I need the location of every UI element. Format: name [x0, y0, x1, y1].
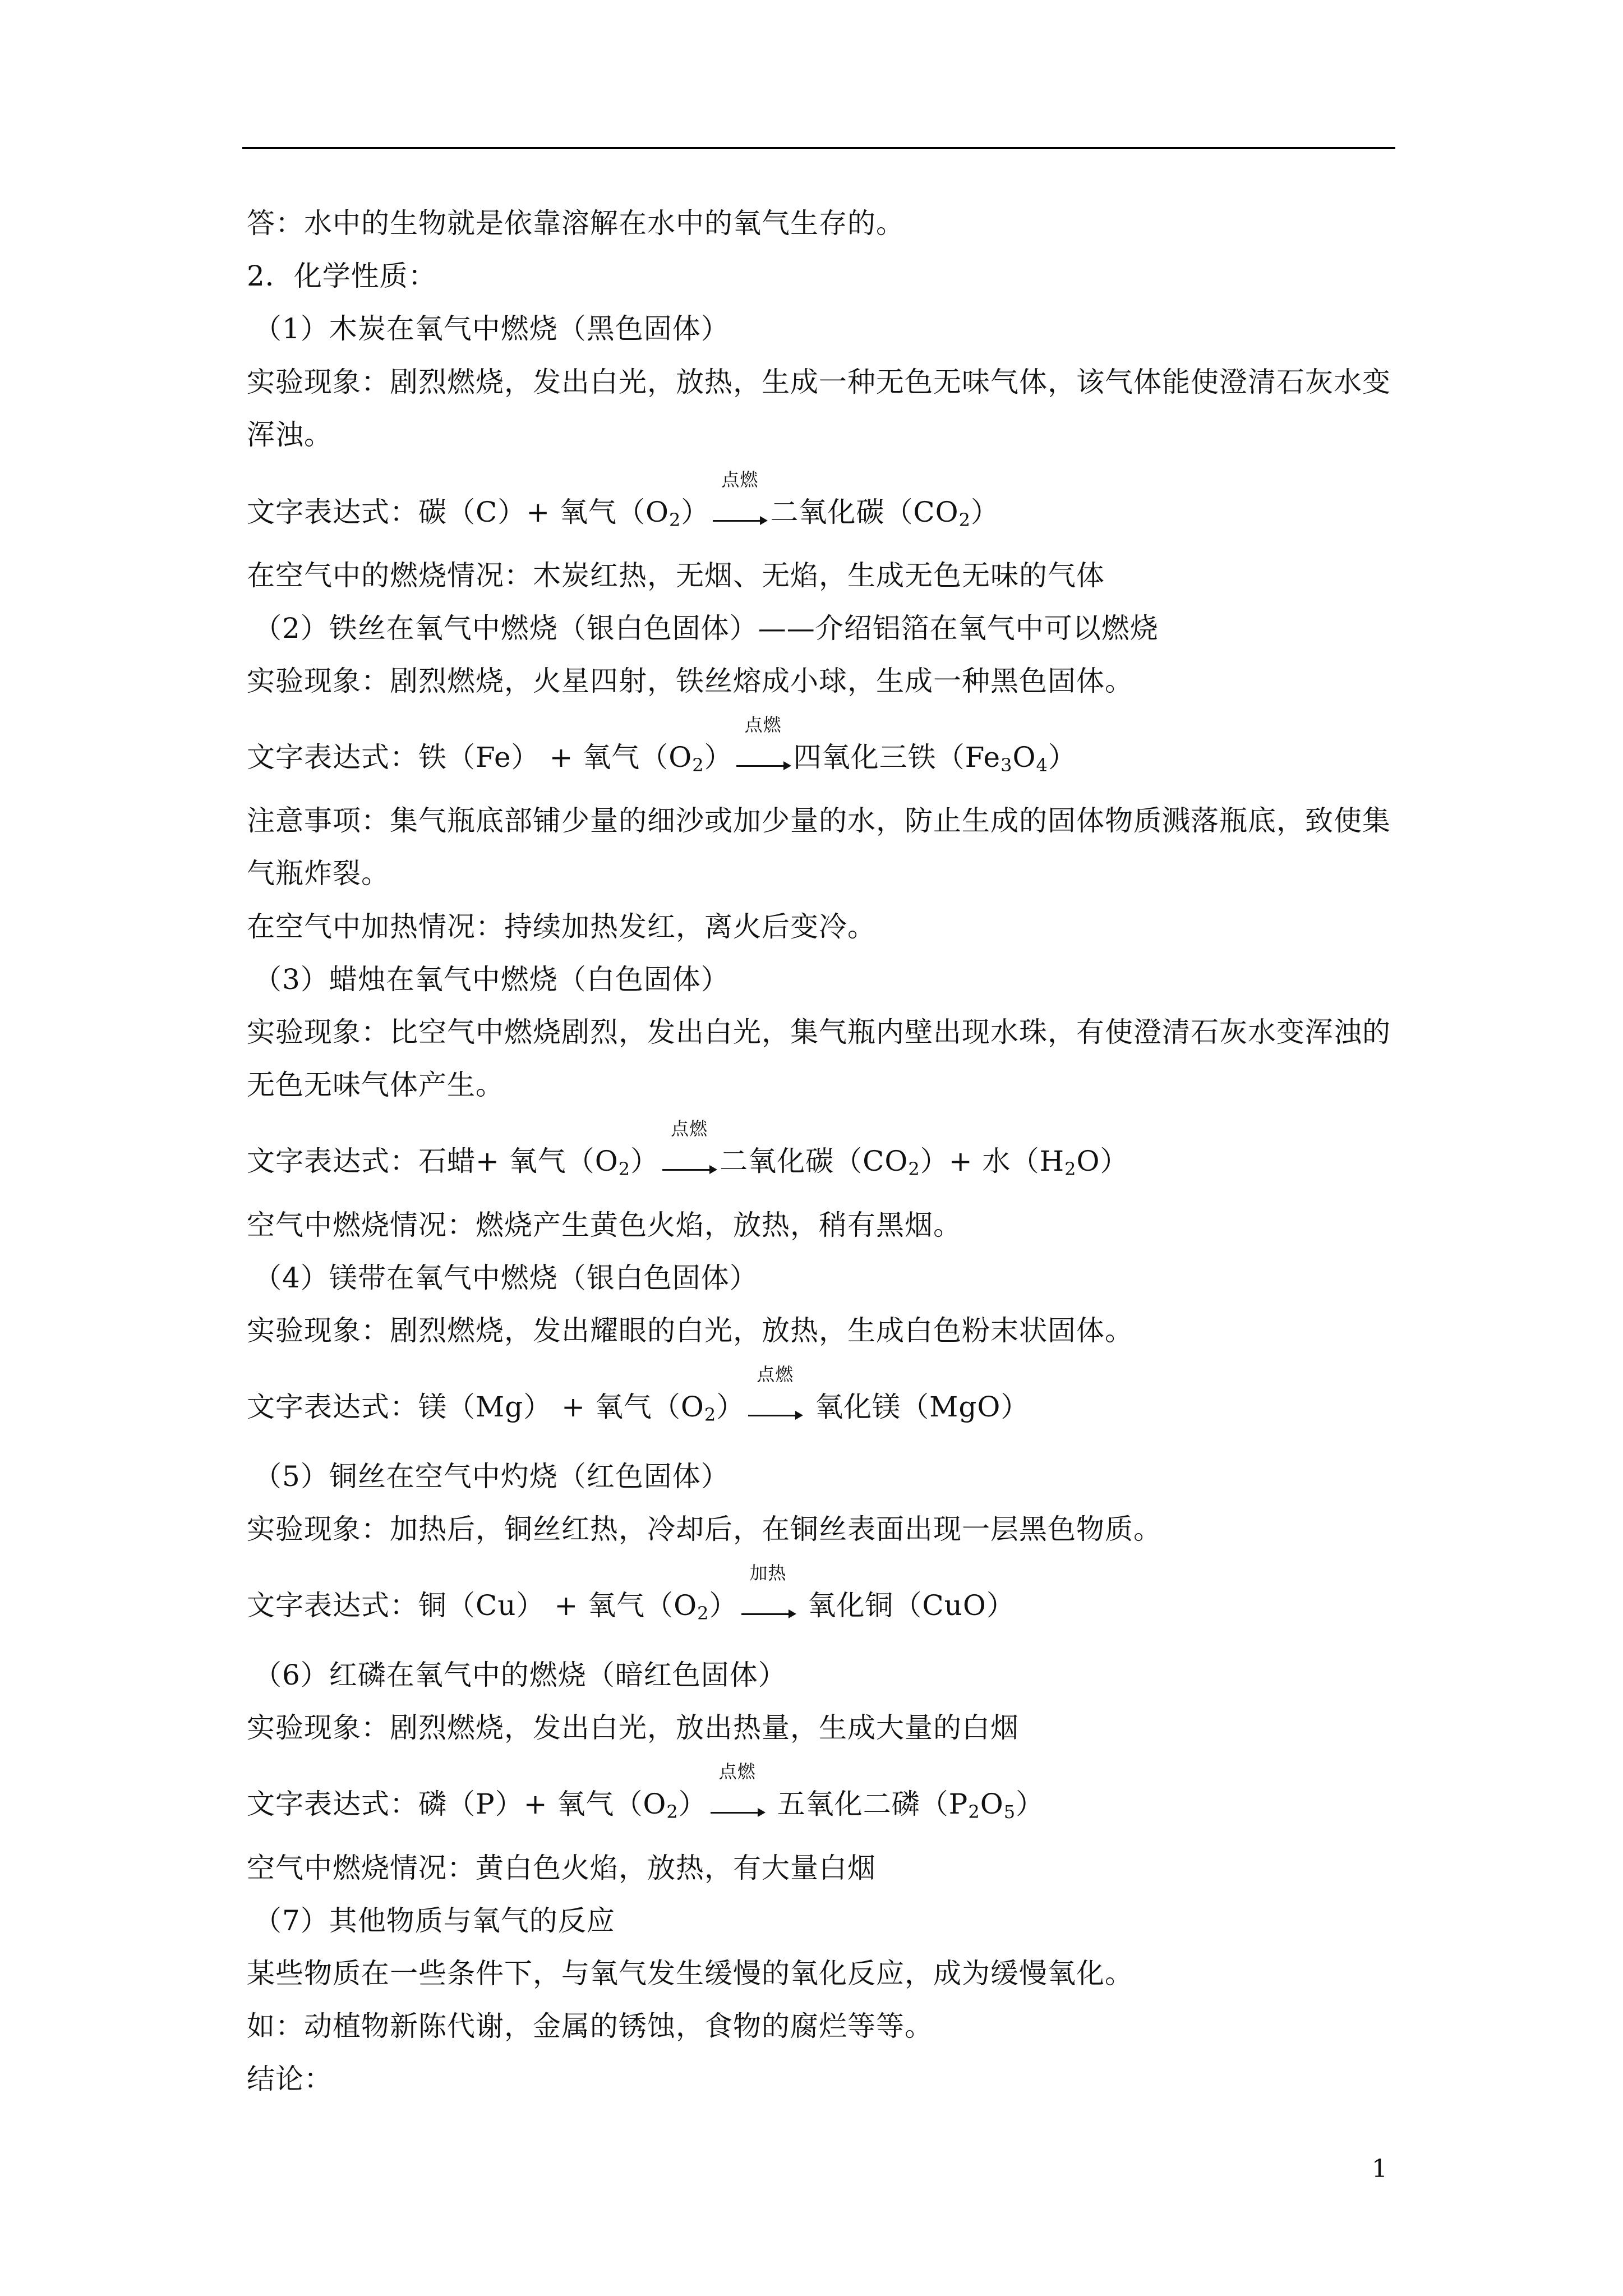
equation-candle: 文字表达式：石蜡+ 氧气$(O_2)$ 点燃 二氧化碳$(CO_2)+$ 水$(H_2O)$	[247, 1118, 1129, 1180]
item-heading-magnesium: （4）镁带在氧气中燃烧（银白色固体）	[253, 1262, 758, 1294]
air-combustion-line: 空气中燃烧情况：燃烧产生黄色火焰，放热，稍有黑烟。	[247, 1209, 962, 1241]
item-heading-copper: （5）铜丝在空气中灼烧（红色固体）	[253, 1460, 730, 1493]
phenomenon-line-cont: 浑浊。	[247, 418, 333, 451]
phenomenon-line: 实验现象：加热后，铜丝红热，冷却后，在铜丝表面出现一层黑色物质。	[247, 1513, 1162, 1545]
air-heating-line: 在空气中加热情况：持续加热发红，离火后变冷。	[247, 910, 876, 943]
item-heading-charcoal: （1）木炭在氧气中燃烧（黑色固体）	[253, 312, 730, 345]
air-combustion-line: 在空气中的燃烧情况：木炭红热，无烟、无焰，生成无色无味的气体	[247, 559, 1105, 592]
equation-copper: 文字表达式：铜（Cu） + 氧气$(O_2)$ 加热 氧化铜（CuO）	[247, 1562, 1015, 1624]
slow-oxidation-line: 某些物质在一些条件下，与氧气发生缓慢的氧化反应，成为缓慢氧化。	[247, 1957, 1133, 1990]
phenomenon-line: 实验现象：剧烈燃烧，发出耀眼的白光，放热，生成白色粉末状固体。	[247, 1314, 1133, 1347]
equation-phosphorus: 文字表达式：磷（P）+ 氧气$(O_2)$ 点燃 五氧化二磷$(P_2O_5)$	[247, 1761, 1045, 1823]
equation-magnesium: 文字表达式：镁（Mg） + 氧气$(O_2)$ 点燃 氧化镁（MgO）	[247, 1364, 1030, 1425]
phenomenon-line-cont: 无色无味气体产生。	[247, 1069, 504, 1101]
note-line-cont: 气瓶炸裂。	[247, 857, 390, 890]
item-heading-candle: （3）蜡烛在氧气中燃烧（白色固体）	[253, 963, 730, 996]
item-heading-iron: （2）铁丝在氧气中燃烧（银白色固体）——介绍铝箔在氧气中可以燃烧	[253, 612, 1159, 645]
example-line: 如：动植物新陈代谢，金属的锈蚀，食物的腐烂等等。	[247, 2010, 933, 2042]
section-heading: 2．化学性质：	[247, 260, 437, 292]
reaction-condition: 点燃	[721, 469, 759, 490]
reaction-condition: 点燃	[757, 1364, 794, 1385]
item-heading-other: （7）其他物质与氧气的反应	[253, 1904, 615, 1937]
conclusion-label: 结论：	[247, 2063, 333, 2095]
reaction-arrow-icon	[747, 1364, 803, 1424]
page-number: 1	[1372, 2155, 1387, 2183]
phenomenon-line: 实验现象：剧烈燃烧，火星四射，铁丝熔成小球，生成一种黑色固体。	[247, 665, 1133, 697]
reaction-arrow-icon	[735, 714, 791, 774]
phenomenon-line: 实验现象：比空气中燃烧剧烈，发出白光，集气瓶内壁出现水珠，有使澄清石灰水变浑浊的	[247, 1016, 1391, 1048]
item-heading-phosphorus: （6）红磷在氧气中的燃烧（暗红色固体）	[253, 1659, 787, 1691]
reaction-condition: 点燃	[718, 1761, 756, 1782]
equation-iron: 文字表达式：铁（Fe） + 氧气$(O_2)$ 点燃 四氧化三铁$(Fe_3O_4)$	[247, 714, 1077, 776]
reaction-arrow-icon	[661, 1118, 717, 1178]
reaction-condition: 点燃	[671, 1118, 708, 1139]
reaction-arrow-icon	[740, 1562, 796, 1622]
header-rule	[242, 147, 1395, 149]
reaction-condition: 点燃	[744, 714, 782, 735]
reaction-condition: 加热	[749, 1562, 787, 1584]
phenomenon-line: 实验现象：剧烈燃烧，发出白光，放出热量，生成大量的白烟	[247, 1711, 1019, 1744]
air-combustion-line: 空气中燃烧情况：黄白色火焰，放热，有大量白烟	[247, 1852, 876, 1884]
note-line: 注意事项：集气瓶底部铺少量的细沙或加少量的水，防止生成的固体物质溅落瓶底，致使集	[247, 804, 1391, 837]
answer-line: 答：水中的生物就是依靠溶解在水中的氧气生存的。	[247, 207, 905, 240]
equation-charcoal: 文字表达式：碳（C）+ 氧气$(O_2)$ 点燃 二氧化碳$(CO_2)$	[247, 469, 1000, 531]
reaction-arrow-icon	[712, 469, 768, 529]
reaction-arrow-icon	[709, 1761, 766, 1821]
phenomenon-line: 实验现象：剧烈燃烧，发出白光，放热，生成一种无色无味气体，该气体能使澄清石灰水变	[247, 366, 1391, 398]
